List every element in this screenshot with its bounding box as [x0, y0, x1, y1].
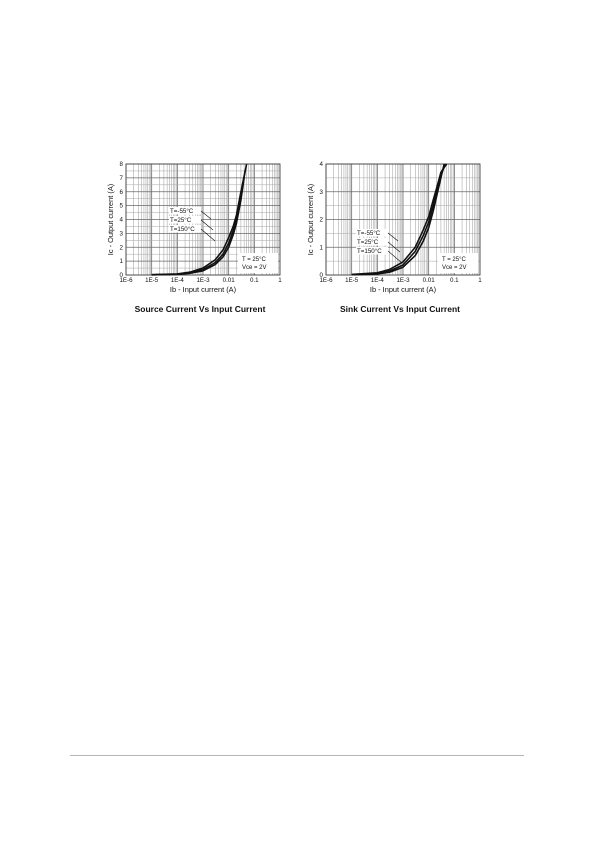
y-tick-label: 1 — [119, 258, 123, 266]
x-tick-label: 0.01 — [222, 277, 235, 284]
chart-caption: Sink Current Vs Input Current — [340, 304, 460, 314]
series-label: T=-55°C — [170, 208, 194, 215]
y-tick-label: 7 — [119, 174, 123, 182]
y-tick-label: 5 — [119, 202, 123, 210]
y-tick-label: 2 — [319, 216, 323, 224]
y-axis-label: Ic - Output current (A) — [106, 183, 115, 256]
y-tick-labels — [320, 161, 324, 279]
series-label: T=-55°C — [357, 230, 381, 237]
y-tick-label: 4 — [319, 161, 323, 168]
y-axis-label: Ic - Output current (A) — [306, 183, 315, 256]
series-label: T=150°C — [357, 248, 382, 255]
series-label: T=150°C — [170, 226, 195, 233]
x-tick-labels — [319, 277, 482, 284]
x-tick-label: 0.01 — [422, 277, 435, 284]
sink-current-chart — [300, 158, 500, 308]
x-axis-label: Ib - Input current (A) — [369, 285, 437, 294]
annotation-temperature: T = 25°C — [242, 257, 266, 263]
x-tick-label: 1 — [478, 277, 482, 284]
y-tick-label: 3 — [319, 188, 323, 196]
x-tick-label: 1E-4 — [170, 277, 184, 284]
annotation-voltage: Vce = 2V — [242, 265, 267, 271]
series-label: T=25°C — [357, 239, 379, 246]
y-tick-labels — [120, 161, 124, 279]
x-tick-label: 1E-5 — [145, 277, 159, 284]
x-tick-labels — [119, 277, 282, 284]
y-tick-label: 2 — [119, 244, 123, 252]
y-tick-label: 0 — [119, 272, 123, 279]
y-tick-label: 0 — [319, 272, 323, 279]
series-label: T=25°C — [170, 217, 192, 224]
x-tick-label: 1E-3 — [196, 277, 210, 284]
y-tick-label: 1 — [319, 244, 323, 252]
x-tick-label: 0.1 — [450, 277, 459, 284]
x-tick-label: 0.1 — [250, 277, 259, 284]
x-tick-label: 1E-6 — [319, 277, 333, 284]
x-tick-label: 1E-3 — [396, 277, 410, 284]
x-tick-label: 1E-5 — [345, 277, 359, 284]
y-tick-label: 6 — [119, 188, 123, 196]
annotation-temperature: T = 25°C — [442, 257, 466, 263]
annotation-voltage: Vce = 2V — [442, 265, 467, 271]
y-tick-label: 3 — [119, 230, 123, 238]
sink-current-figure — [300, 158, 500, 323]
chart-caption: Source Current Vs Input Current — [134, 304, 266, 314]
source-current-figure — [100, 158, 300, 323]
source-current-chart — [100, 158, 300, 308]
x-axis-label: Ib - Input current (A) — [169, 285, 237, 294]
y-tick-label: 4 — [119, 216, 123, 224]
x-tick-label: 1E-4 — [370, 277, 384, 284]
x-tick-label: 1E-6 — [119, 277, 133, 284]
x-tick-label: 1 — [278, 277, 282, 284]
y-tick-label: 8 — [119, 161, 123, 168]
footer-divider — [70, 755, 524, 756]
